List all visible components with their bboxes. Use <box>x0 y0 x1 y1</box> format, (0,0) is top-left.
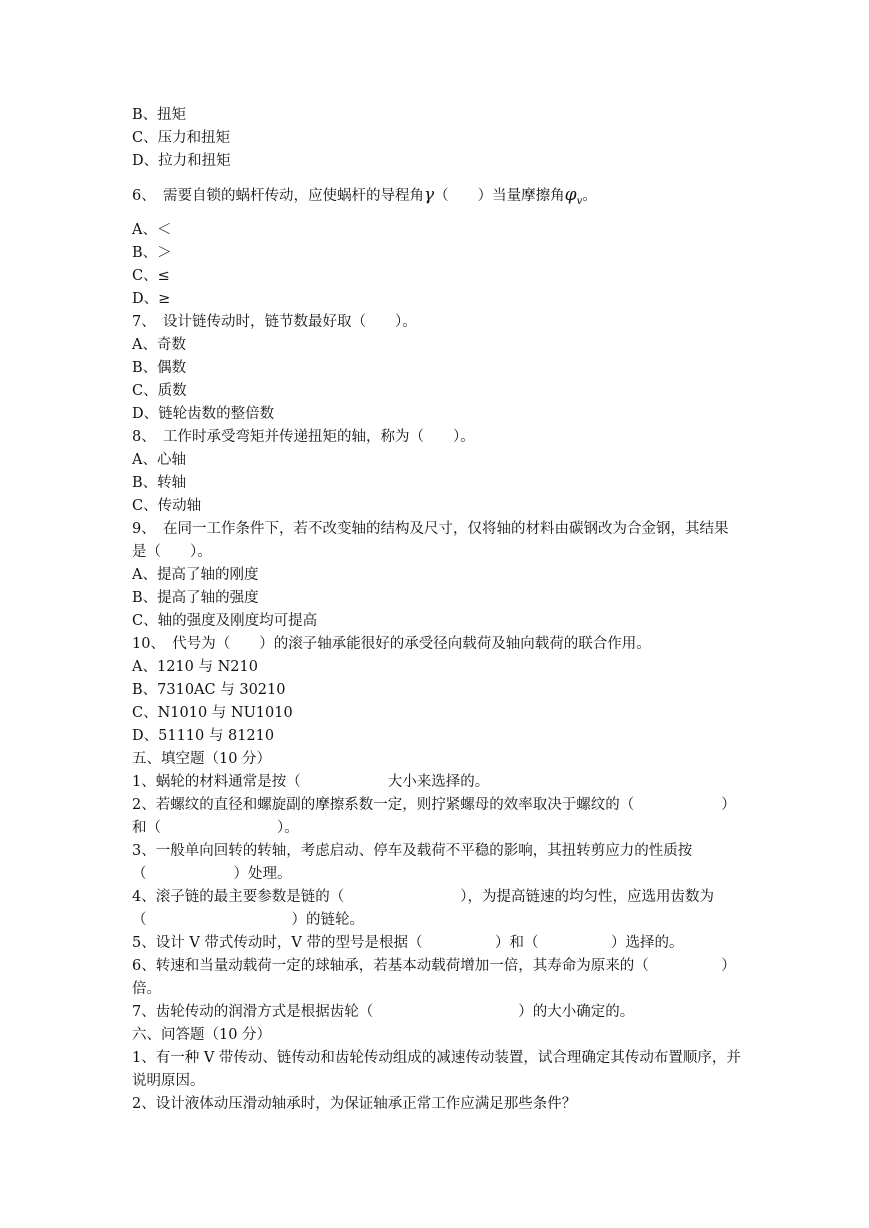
q10-stem: 10、 代号为（ ）的滚子轴承能很好的承受径向载荷及轴向载荷的联合作用。 <box>132 636 651 652</box>
q10-option-a: A、1210 与 N210 <box>132 659 258 675</box>
q10-option-b: B、7310AC 与 30210 <box>132 682 286 698</box>
qa-item-1: 1、有一种 V 带传动、链传动和齿轮传动组成的减速传动装置，试合理确定其传动布置顺序，并说明原因。 <box>132 1050 741 1089</box>
q6-stem <box>132 179 742 211</box>
exam-page <box>132 104 742 1116</box>
q9-option-a: A、提高了轴的刚度 <box>132 567 259 583</box>
q8-stem: 8、 工作时承受弯矩并传递扭矩的轴，称为（ ）。 <box>132 429 475 445</box>
q5-option-b: B、扭矩 <box>132 107 187 123</box>
fill-item-6: 6、转速和当量动载荷一定的球轴承，若基本动载荷增加一倍，其寿命为原来的（ ）倍。 <box>132 958 736 997</box>
phi-symbol: φ <box>564 185 577 205</box>
q10-option-c: C、N1010 与 NU1010 <box>132 705 293 721</box>
q6-text-before: 6、 需要自锁的蜗杆传动，应使蜗杆的导程角 <box>132 188 424 204</box>
q6-option-b: B、＞ <box>132 245 172 261</box>
fill-item-3: 3、一般单向回转的转轴，考虑启动、停车及载荷不平稳的影响，其扭转剪应力的性质按（ ）处理。 <box>132 843 693 882</box>
fill-item-5: 5、设计 V 带式传动时，V 带的型号是根据（ ）和（ ）选择的。 <box>132 935 684 951</box>
q6-option-d: D、≥ <box>132 291 171 307</box>
qa-item-2: 2、设计液体动压滑动轴承时，为保证轴承正常工作应满足那些条件？ <box>132 1096 577 1112</box>
q7-option-c: C、质数 <box>132 383 187 399</box>
q9-option-b: B、提高了轴的强度 <box>132 590 259 606</box>
q6-option-a: A、＜ <box>132 222 172 238</box>
q6-text-after: 。 <box>582 188 597 204</box>
q8-option-c: C、传动轴 <box>132 498 202 514</box>
q10-option-d: D、51110 与 81210 <box>132 728 275 744</box>
fill-item-7: 7、齿轮传动的润滑方式是根据齿轮（ ）的大小确定的。 <box>132 1004 635 1020</box>
q6-text-middle: （ ）当量摩擦角 <box>434 188 565 204</box>
q9-stem: 9、 在同一工作条件下，若不改变轴的结构及尺寸，仅将轴的材料由碳钢改为合金钢，其结果是（ ）。 <box>132 521 729 560</box>
section5-title: 五、填空题（10 分） <box>132 751 272 767</box>
fill-item-4: 4、滚子链的最主要参数是链的（ ），为提高链速的均匀性，应选用齿数为（ ）的链轮。 <box>132 889 714 928</box>
q9-option-c: C、轴的强度及刚度均可提高 <box>132 613 318 629</box>
q6-option-c: C、≤ <box>132 268 170 284</box>
q7-option-d: D、链轮齿数的整倍数 <box>132 406 275 422</box>
phi-subscript: v <box>576 196 583 207</box>
q5-option-c: C、压力和扭矩 <box>132 130 231 146</box>
q8-option-a: A、心轴 <box>132 452 186 468</box>
q8-option-b: B、转轴 <box>132 475 187 491</box>
fill-item-1: 1、蜗轮的材料通常是按（ 大小来选择的。 <box>132 774 490 790</box>
section6-title: 六、问答题（10 分） <box>132 1027 272 1043</box>
fill-item-2: 2、若螺纹的直径和螺旋副的摩擦系数一定，则拧紧螺母的效率取决于螺纹的（ ）和（ ）。 <box>132 797 736 836</box>
q5-option-d: D、拉力和扭矩 <box>132 153 231 169</box>
q7-stem: 7、 设计链传动时，链节数最好取（ ）。 <box>132 314 417 330</box>
q7-option-b: B、偶数 <box>132 360 187 376</box>
gamma-symbol: γ <box>423 185 435 205</box>
q7-option-a: A、奇数 <box>132 337 186 353</box>
